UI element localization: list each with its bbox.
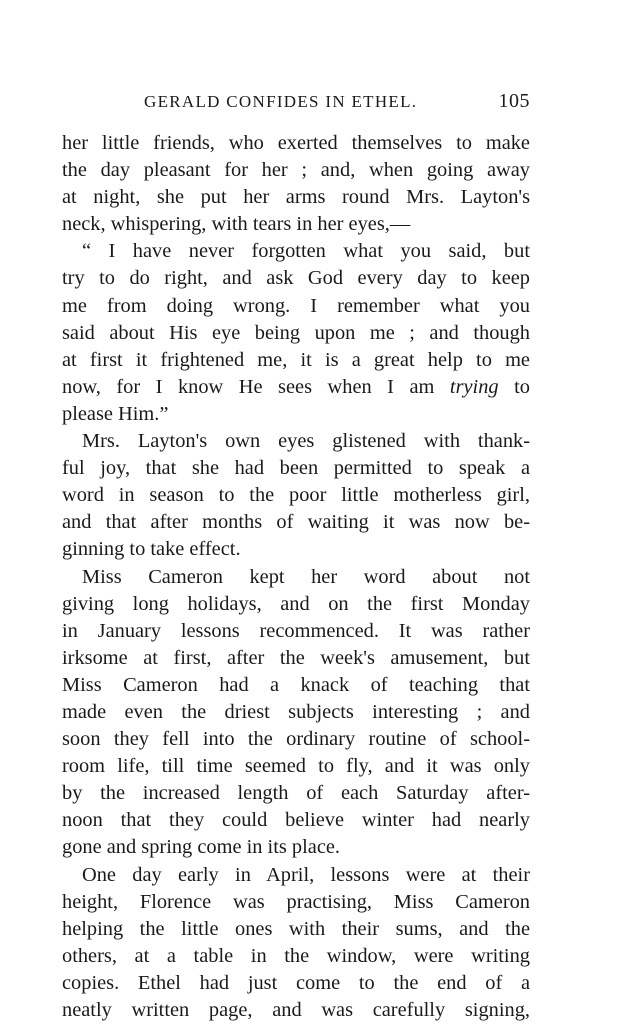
text-line: and that after months of waiting it was now be- bbox=[62, 511, 530, 534]
text-line: the day pleasant for her ; and, when going away bbox=[62, 159, 530, 182]
text-segment: now, for I know He sees when I am bbox=[62, 375, 435, 398]
text-line: ginning to take effect. bbox=[62, 538, 241, 561]
text-line-with-italic bbox=[62, 374, 530, 401]
text-line: at night, she put her arms round Mrs. Layton's bbox=[62, 186, 530, 209]
text-line: others, at a table in the window, were writing bbox=[62, 944, 530, 967]
text-line: One day early in April, lessons were at their bbox=[82, 863, 530, 886]
text-line: soon they fell into the ordinary routine of school- bbox=[62, 728, 530, 751]
running-title: GERALD CONFIDES IN ETHEL. bbox=[144, 92, 418, 111]
text-line: Miss Cameron kept her word about not bbox=[82, 565, 530, 588]
text-line: ful joy, that she had been permitted to speak a bbox=[62, 457, 530, 480]
body-text bbox=[62, 130, 530, 1024]
text-line: please Him.” bbox=[62, 402, 169, 425]
text-line: by the increased length of each Saturday after- bbox=[62, 782, 530, 805]
text-line: Mrs. Layton's own eyes glistened with thank- bbox=[82, 430, 530, 453]
text-line: me from doing wrong. I remember what you bbox=[62, 294, 530, 317]
text-line: gone and spring come in its place. bbox=[62, 836, 341, 859]
text-line: “ I have never forgotten what you said, but bbox=[82, 240, 530, 263]
text-line: at first it frightened me, it is a great help to me bbox=[62, 348, 530, 371]
text-line: said about His eye being upon me ; and though bbox=[62, 321, 530, 344]
text-segment: to bbox=[498, 375, 530, 398]
text-line: word in season to the poor little motherless girl, bbox=[62, 484, 530, 507]
text-line: noon that they could believe winter had nearly bbox=[62, 809, 530, 832]
text-line: giving long holidays, and on the first Monday bbox=[62, 592, 530, 615]
text-line: made even the driest subjects interesting ; and bbox=[62, 700, 530, 723]
text-line: her little friends, who exerted themselves to make bbox=[62, 132, 530, 154]
running-head bbox=[62, 90, 530, 118]
text-line: try to do right, and ask God every day to keep bbox=[62, 267, 530, 290]
text-line: neatly written page, and was carefully signing, bbox=[62, 999, 530, 1021]
page-number: 105 bbox=[498, 90, 530, 112]
text-line: neck, whispering, with tears in her eyes,— bbox=[62, 213, 411, 236]
text-line: helping the little ones with their sums, and the bbox=[62, 917, 530, 940]
text-line: irksome at first, after the week's amusement, but bbox=[62, 646, 530, 669]
text-line: height, Florence was practising, Miss Cameron bbox=[62, 890, 530, 913]
text-line: Miss Cameron had a knack of teaching that bbox=[62, 673, 530, 696]
italic-word: trying bbox=[449, 375, 499, 398]
text-line: copies. Ethel had just come to the end of a bbox=[62, 971, 530, 994]
text-line: in January lessons recommenced. It was rather bbox=[62, 619, 530, 642]
text-line: room life, till time seemed to fly, and it was only bbox=[62, 755, 530, 778]
